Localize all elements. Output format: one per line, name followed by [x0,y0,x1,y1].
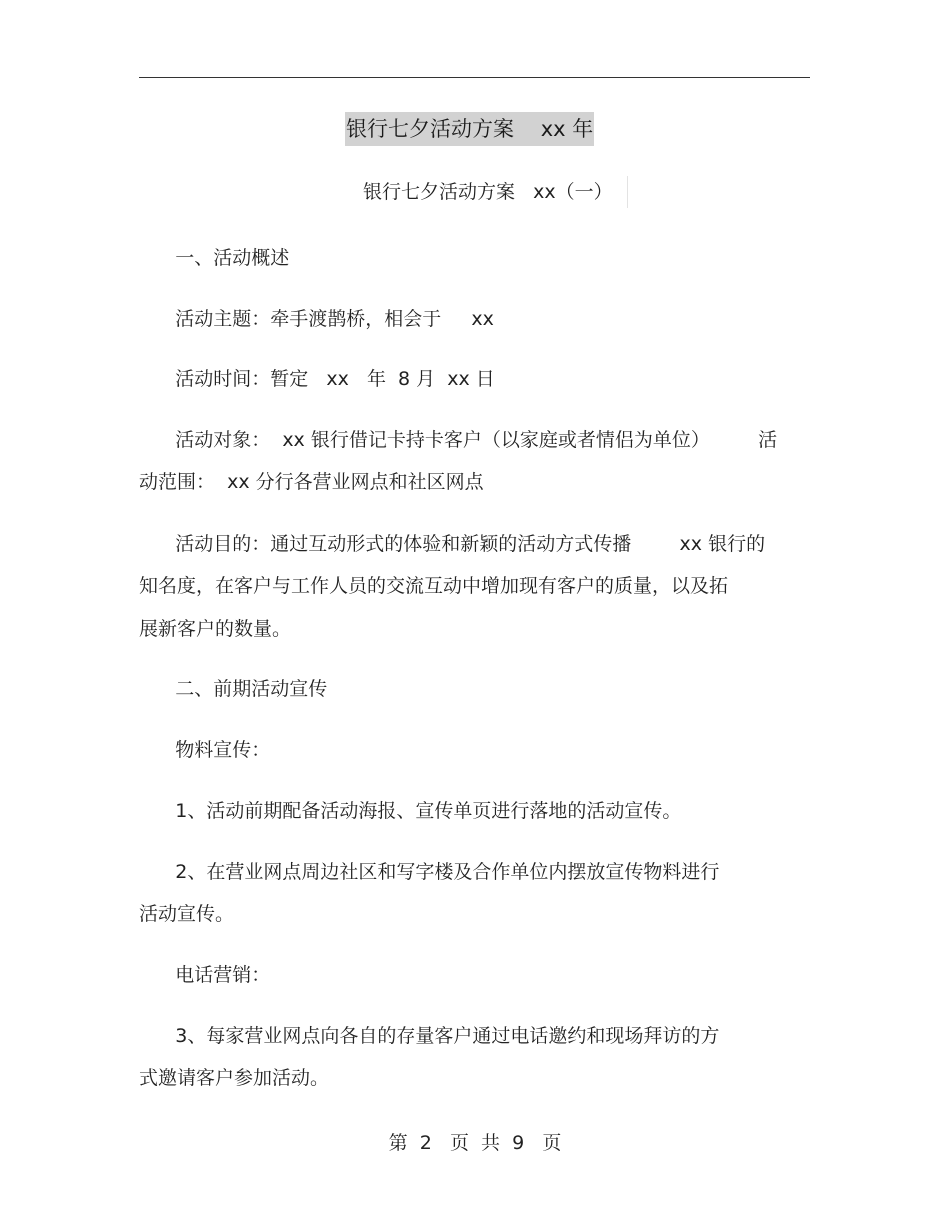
paragraph-purpose-line3: 展新客户的数量。 [139,618,292,640]
header-rule [139,77,810,78]
list-item-1: 1、活动前期配备活动海报、宣传单页进行落地的活动宣传。 [139,800,682,822]
paragraph-target-line2: 动范围： xx 分行各营业网点和社区网点 [139,471,484,493]
list-item-2-line2: 活动宣传。 [139,903,235,925]
list-item-3-line1: 3、每家营业网点向各自的存量客户通过电话邀约和现场拜访的方 [139,1025,720,1047]
paragraph-time: 活动时间：暂定 xx 年 8 月 xx 日 [139,368,495,390]
subheading-phone-marketing: 电话营销： [139,964,271,986]
paragraph-purpose-line1: 活动目的：通过互动形式的体验和新颖的活动方式传播 xx 银行的 [139,533,766,555]
page-number-footer: 第 2 页 共 9 页 [388,1132,562,1154]
list-item-2-line1: 2、在营业网点周边社区和写字楼及合作单位内摆放宣传物料进行 [139,861,720,883]
paragraph-purpose-line2: 知名度，在客户与工作人员的交流互动中增加现有客户的质量，以及拓 [139,575,729,597]
paragraph-theme: 活动主题：牵手渡鹊桥，相会于 xx [139,308,494,330]
subheading-materials: 物料宣传： [139,739,271,761]
paragraph-target-line1: 活动对象： xx 银行借记卡持卡客户（以家庭或者情侣为单位） 活 [139,429,778,451]
section-heading-promotion: 二、前期活动宣传 [139,678,328,700]
document-title: 银行七夕活动方案 xx 年 [345,112,594,146]
section-heading-overview: 一、活动概述 [139,247,290,269]
document-subtitle: 银行七夕活动方案 xx（一） [363,176,628,208]
list-item-3-line2: 式邀请客户参加活动。 [139,1067,330,1089]
